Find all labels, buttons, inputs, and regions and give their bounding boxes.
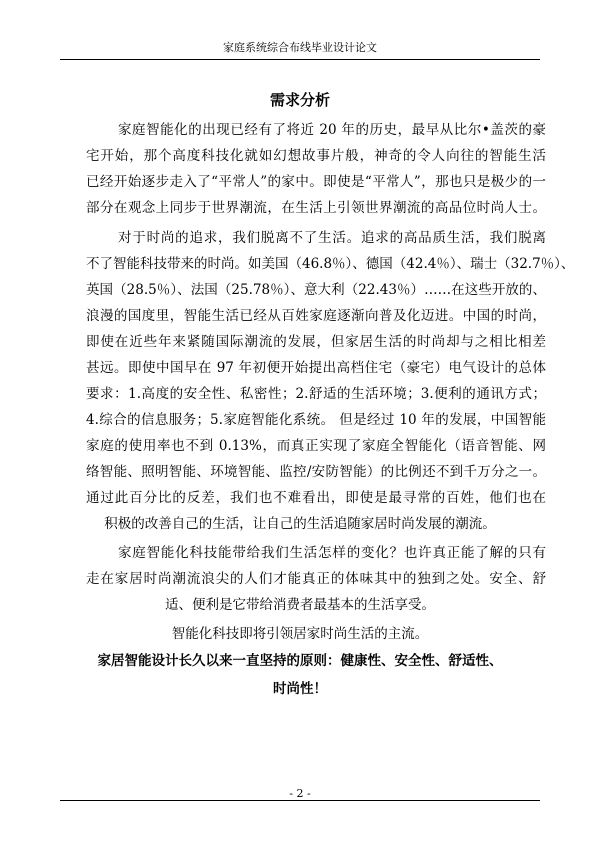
paragraph-line: 4.综合的信息服务；5.家庭智能化系统。 但是经过 10 年的发展，中国智能: [86, 412, 546, 428]
paragraph-line: 家庭智能化科技能带给我们生活怎样的变化？也许真正能了解的只有: [118, 545, 546, 561]
paragraph-line: 英国（28.5％）、法国（25.78％）、意大利（22.43％）……在这些开放的、: [86, 282, 546, 298]
paragraph-line: 要求：1.高度的安全性、私密性；2.舒适的生活环境；3.便利的通讯方式；: [86, 386, 546, 402]
running-header-title: 家庭系统综合布线毕业设计论文: [223, 41, 377, 54]
paragraph-line: 家庭的使用率也不到 0.13%，而真正实现了家庭全智能化（语音智能、网: [86, 438, 546, 454]
paragraph-line: 络智能、照明智能、环境智能、监控/安防智能）的比例还不到千万分之一。: [86, 464, 546, 480]
paragraph-line: 即使在近些年来紧随国际潮流的发展，但家居生活的时尚却与之相比相差: [86, 334, 546, 350]
paragraph-line: 不了智能科技带来的时尚。如美国（46.8％）、德国（42.4％）、瑞士（32.7％）、: [86, 256, 575, 272]
header-divider: [60, 59, 540, 60]
paragraph-line: 已经开始逐步走入了“平常人”的家中。即使是“平常人”，那也只是极少的一: [86, 174, 546, 190]
paragraph-line: 家庭智能化的出现已经有了将近 20 年的历史，最早从比尔•盖茨的豪: [118, 122, 546, 138]
paragraph-line: 甚远。即使中国早在 97 年初便开始提出高档住宅（豪宅）电气设计的总体: [86, 360, 546, 376]
paragraph-line: 走在家居时尚潮流浪尖的人们才能真正的体味其中的独到之处。安全、舒: [86, 571, 546, 587]
paragraph-line: 智能化科技即将引领居家时尚生活的主流。: [171, 626, 429, 642]
paragraph-line: 对于时尚的追求，我们脱离不了生活。追求的高品质生活，我们脱离: [118, 230, 546, 246]
paragraph-line: 适、便利是它带给消费者最基本的生活享受。: [165, 597, 435, 613]
section-title: 需求分析: [269, 91, 330, 109]
principle-line: 家居智能设计长久以来一直坚持的原则：健康性、安全性、舒适性、: [97, 653, 503, 669]
page-number: - 2 -: [289, 787, 311, 800]
paragraph-line: 部分在观念上同步于世界潮流，在生活上引领世界潮流的高品位时尚人士。: [86, 200, 546, 216]
paragraph-line: 浪漫的国度里，智能生活已经从百姓家庭逐渐向普及化迈进。中国的时尚，: [86, 308, 546, 324]
principle-line: 时尚性！: [273, 681, 327, 697]
paragraph-line: 积极的改善自己的生活，让自己的生活追随家居时尚发展的潮流。: [104, 516, 496, 532]
paragraph-line: 宅开始，那个高度科技化就如幻想故事片般，神奇的令人向往的智能生活: [86, 148, 546, 164]
paragraph-line: 通过此百分比的反差，我们也不难看出，即使是最寻常的百姓，他们也在: [86, 490, 546, 506]
footer-divider: [60, 800, 540, 801]
